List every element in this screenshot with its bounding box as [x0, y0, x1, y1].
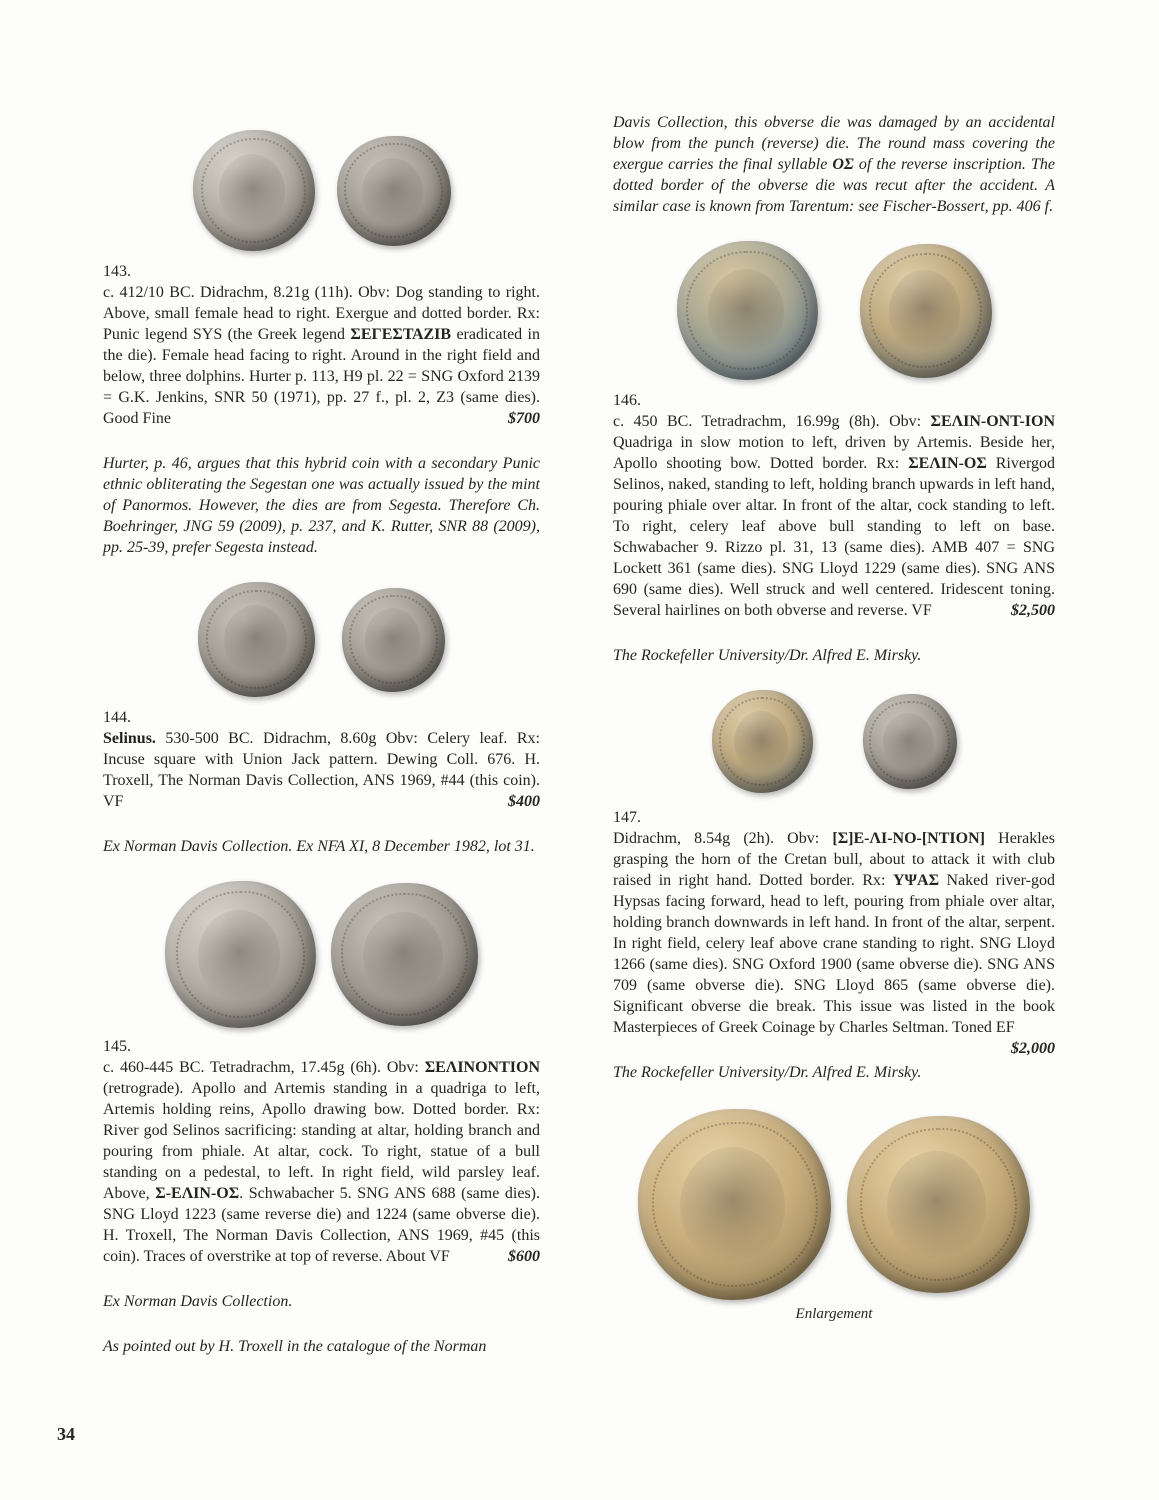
lot146-coin-images	[613, 241, 1055, 380]
lot147-obverse-coin-image	[712, 690, 813, 793]
lot144-obverse-coin-image	[198, 582, 315, 697]
lot146-description	[613, 411, 1055, 621]
lot145-footnote-start: As pointed out by H. Troxell in the catalogue of the Norman	[103, 1338, 487, 1355]
enlargement-obverse-coin-image	[638, 1109, 831, 1300]
lot144-coin-images	[103, 582, 540, 697]
lot147-number: 147.	[613, 809, 641, 826]
lot145-description-text: c. 460-445 BC. Tetradrachm, 17.45g (6h). Obv: ΣΕΛΙΝΟΝΤΙΟΝ (retrograde). Apollo and Artemis standing in a quadriga to left, Artemis holding reins, Apollo drawing bow. Dotted border. Rx: River god Selinos sacrificing: standing at altar, holding branch and pouring from phiale. At altar, cock. To right, statue of a bull standing on a pedestal, to left. In right field, wild parsley leaf. Above, Σ-ΕΛΙΝ-ΟΣ. Schwabacher 5. SNG ANS 688 (same dies). SNG Lloyd 1223 (same reverse die) and 1224 (same obverse die). H. Troxell, The Norman Davis Collection, ANS 1969, #45 (this coin). Traces of overstrike at top of reverse. About VF	[103, 1059, 541, 1265]
lot143-reverse-coin-image	[337, 136, 451, 246]
lot147-reverse-coin-image	[863, 694, 957, 789]
enlargement-reverse-coin-image	[847, 1116, 1030, 1293]
left-column	[103, 112, 540, 1381]
lot144-description-text: Selinus. 530-500 BC. Didrachm, 8.60g Obv: Celery leaf. Rx: Incuse square with Union Jack pattern. Dewing Coll. 676. H. Troxell, The Norman Davis Collection, ANS 1969, #44 (this coin). VF	[103, 730, 540, 810]
lot146-number: 146.	[613, 392, 641, 409]
lot143-footnote: Hurter, p. 46, argues that this hybrid coin with a secondary Punic ethnic obliterating the Segestan one was actually issued by the mint of Panormos. However, the dies are from Segesta. Therefore Ch. Boehringer, JNG 59 (2009), p. 237, and K. Rutter, SNR 88 (2009), pp. 25-39, prefer Segesta instead.	[103, 455, 540, 556]
lot144-price: $400	[508, 793, 540, 810]
lot147-provenance: The Rockefeller University/Dr. Alfred E. Mirsky.	[613, 1064, 922, 1081]
right-column	[613, 112, 1055, 1381]
lot146-provenance: The Rockefeller University/Dr. Alfred E. Mirsky.	[613, 647, 922, 664]
lot147-description-text: Didrachm, 8.54g (2h). Obv: [Σ]Ε-ΛΙ-ΝΟ-[ΝΤΙΟΝ] Herakles grasping the horn of the Cretan bull, about to attack it with club raised in right hand. Dotted border. Rx: ΥΨΑΣ Naked river-god Hypsas facing forward, head to left, pouring from phiale over altar, holding branch downwards in left hand. In front of the altar, serpent. In right field, celery leaf above crane standing to right. SNG Lloyd 1266 (same dies). SNG Oxford 1900 (same obverse die). SNG ANS 709 (same obverse die). SNG Lloyd 865 (same obverse die). Significant obverse die break. This issue was listed in the book Masterpieces of Greek Coinage by Charles Seltman. Toned EF	[613, 830, 1055, 1036]
lot143-price: $700	[508, 410, 540, 427]
lot143-number: 143.	[103, 263, 131, 280]
lot144-provenance: Ex Norman Davis Collection. Ex NFA XI, 8 December 1982, lot 31.	[103, 838, 535, 855]
lot147-coin-images	[613, 690, 1055, 793]
lot145-obverse-coin-image	[165, 881, 316, 1028]
lot144-reverse-coin-image	[342, 588, 445, 692]
lot145-number: 145.	[103, 1038, 131, 1055]
lot146-reverse-coin-image	[860, 244, 992, 378]
lot147-price: $2,000	[1011, 1040, 1055, 1057]
lot144-number: 144.	[103, 709, 131, 726]
lot143-description	[103, 282, 540, 429]
lot146-obverse-coin-image	[677, 241, 818, 380]
lot145-reverse-coin-image	[331, 883, 478, 1026]
lot143-coin-images	[103, 130, 540, 251]
lot145-coin-images	[103, 881, 540, 1028]
lot147-enlargement-images	[613, 1109, 1055, 1300]
lot146-price: $2,500	[1011, 602, 1055, 619]
lot145-description	[103, 1057, 540, 1267]
lot146-description-text: c. 450 BC. Tetradrachm, 16.99g (8h). Obv: ΣΕΛΙΝ-ΟΝΤ-ΙΟΝ Quadriga in slow motion to left, driven by Artemis. Beside her, Apollo shooting bow. Dotted border. Rx: ΣΕΛΙΝ-ΟΣ Rivergod Selinos, naked, standing to left, holding branch upwards in left hand, pouring phiale over altar. In front of the altar, cock standing to left. To right, celery leaf above bull standing to left on base. Schwabacher 9. Rizzo pl. 31, 13 (same dies). AMB 407 = SNG Lockett 361 (same dies). SNG Lloyd 1229 (same dies). SNG ANS 690 (same dies). Well struck and well centered. Iridescent toning. Several hairlines on both obverse and reverse. VF	[613, 413, 1055, 619]
lot145-footnote-continued	[613, 112, 1055, 217]
lot143-description-text: c. 412/10 BC. Didrachm, 8.21g (11h). Obv: Dog standing to right. Above, small female head to right. Exergue and dotted border. Rx: Punic legend SYS (the Greek legend ΣΕΓΕΣΤΑΖΙΒ eradicated in the die). Female head facing to right. Around in the right field and below, three dolphins. Hurter p. 113, H9 pl. 22 = SNG Oxford 2139 = G.K. Jenkins, SNR 50 (1971), pp. 27 f., pl. 2, Z3 (same dies). Good Fine	[103, 284, 541, 427]
lot143-obverse-coin-image	[193, 130, 315, 251]
lot145-provenance: Ex Norman Davis Collection.	[103, 1293, 293, 1310]
lot144-description	[103, 728, 540, 812]
lot147-description	[613, 828, 1055, 1057]
lot145-price: $600	[508, 1248, 540, 1265]
enlargement-caption: Enlargement	[795, 1306, 873, 1322]
lot145-footnote-continued-text: Davis Collection, this obverse die was damaged by an accidental blow from the punch (reverse) die. The round mass covering the exergue carries the final syllable ΟΣ of the reverse inscription. The dotted border of the obverse die was recut after the accident. A similar case is known from Tarentum: see Fischer-Bossert, pp. 406 f.	[613, 114, 1055, 215]
page-number: 34	[57, 1424, 75, 1444]
